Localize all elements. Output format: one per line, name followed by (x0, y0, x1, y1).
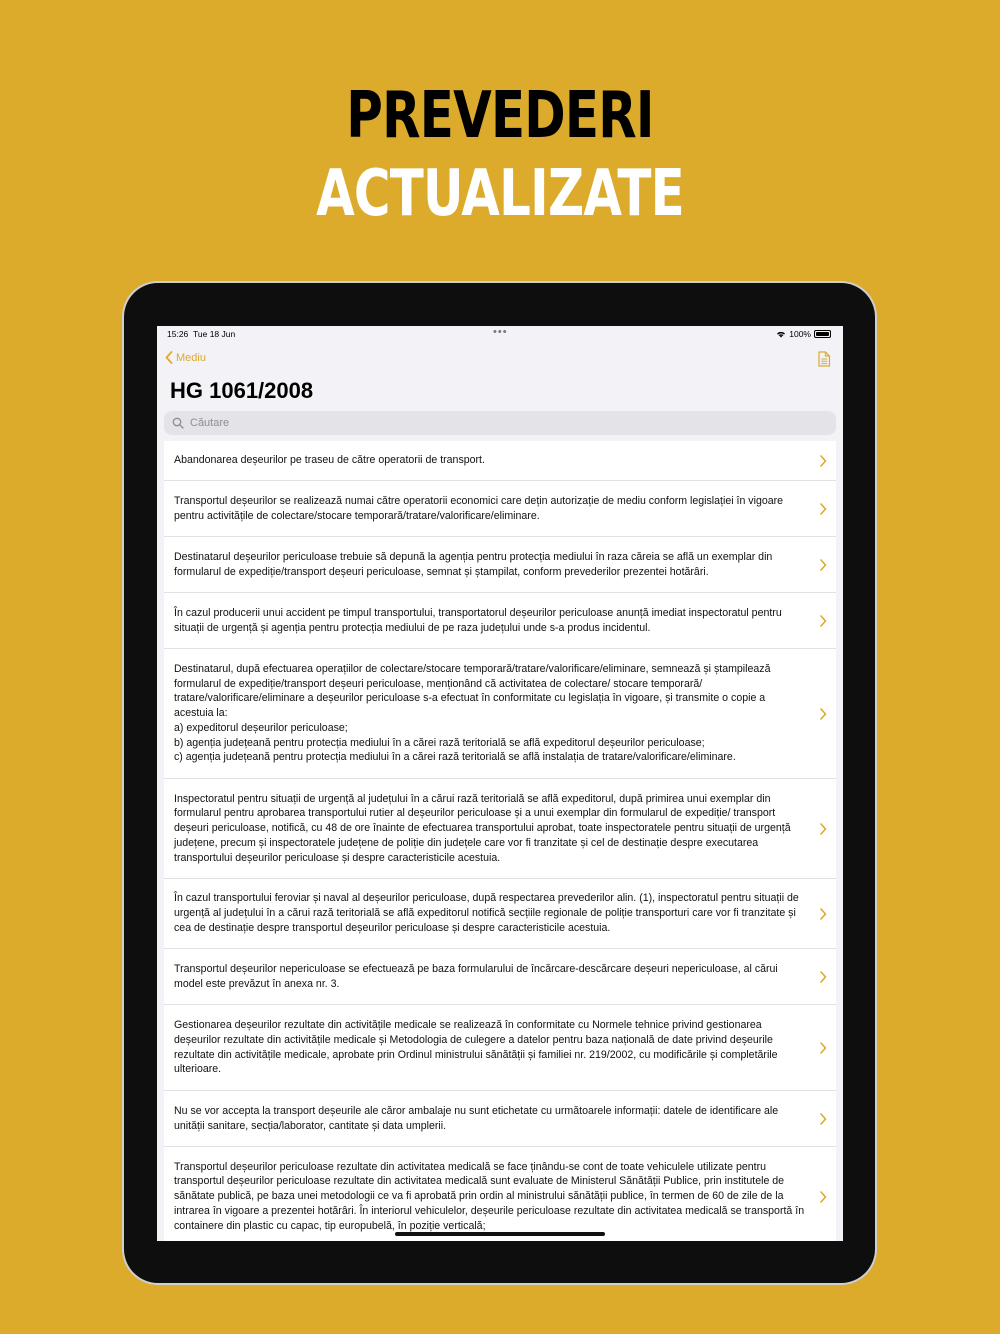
battery-percent: 100% (789, 329, 811, 339)
list-item[interactable] (164, 649, 836, 779)
list-item-text: Inspectoratul pentru situații de urgență al județului în a cărui rază teritorială se află expeditorul, după primirea unui exemplar din formularul pentru aprobarea transportului rutier al deșeurilor periculoase și a unui exemplar din formularul de expediție/ transport deșeuri periculoase, notifică, cu 48 de ore înainte de efectuarea transportului aprobat, toate inspectoratele pentru situații de urgență județene, precum și inspectoratele județene de poliție din județele care vor fi tranzitate și cel de destinație despre executarea transportului deșeurilor periculoase și despre caracteristicile acestuia. (174, 792, 791, 864)
list-item-text: Transportul deșeurilor nepericuloase se efectuează pe baza formularului de încărcare-descărcare deșeuri nepericuloase, al cărui model este prevăzut în anexa nr. 3. (174, 962, 778, 990)
app-screen (157, 326, 843, 1241)
list-item-text: Destinatarul deșeurilor periculoase trebuie să depună la agenția pentru protecția mediului în raza căreia se află un exemplar din formularul de expediție/transport deșeuri periculoase, semnat și ștampilat, conform prevederilor prezentei hotărâri. (174, 550, 773, 578)
chevron-right-icon (818, 822, 828, 836)
status-date: Tue 18 Jun (193, 329, 236, 339)
chevron-right-icon (818, 707, 828, 721)
chevron-right-icon (818, 907, 828, 921)
list-item[interactable] (164, 879, 836, 949)
provisions-list (164, 441, 836, 1241)
chevron-right-icon (818, 970, 828, 984)
list-item[interactable] (164, 1005, 836, 1091)
back-button[interactable] (165, 351, 206, 364)
status-bar (157, 326, 843, 342)
list-item[interactable] (164, 593, 836, 649)
chevron-right-icon (818, 502, 828, 516)
headline-line-1: PREVEDERI (346, 79, 654, 153)
list-item-text: Transportul deșeurilor periculoase rezultate din activitatea medicală se face ținându-se cont de toate vehiculele utilizate pentru transportul deșeurilor periculoase rezultate din activitatea medicală sunt evaluate de Ministerul Sănătății Publice, prin institutele de sănătate publică, pe baza unei metodologii ce va fi aprobată prin ordin al ministrului sănătății publice, în termen de 60 de zile de la intrarea în vigoare a prezentei hotărâri. În interiorul vehiculelor, deșeurile periculoase rezultate din activitatea medicală se transportă în containere din plastic cu capac, tip europubelă, în poziție verticală; (174, 1160, 805, 1232)
list-item-text: Transportul deșeurilor se realizează numai către operatorii economici care dețin autorizație de mediu conform legislației în vigoare pentru activitățile de colectare/stocare temporară/tratare/valorificare/eliminare. (174, 494, 784, 522)
list-item-text: Destinatarul, după efectuarea operațiilor de colectare/stocare temporară/tratare/valorificare/eliminare, semnează și ștampilează formularul de expediție/transport deșeuri periculoase, menționând că activitatea de colectare/ stocare temporară/ tratare/valorificare/eliminare a deșeurilor periculoase s-a efectuat în conformitate cu legislația în vigoare, și transmite o copie a acestuia la: a) expeditorul deșeurilor periculoase; b) agenția județeană pentru protecția mediului în a cărei rază teritorială se află expeditorul deșeurilor periculoase; c) agenția județeană pentru protecția mediului în a cărei rază teritorială se află instalația de tratare/valorificare/eliminare. (174, 662, 771, 764)
list-item-text: În cazul transportului feroviar și naval al deșeurilor periculoase, după respectarea prevederilor alin. (1), inspectoratul pentru situații de urgență al județului în a cărui rază teritorială se află expeditorul notifică secțiile regionale de poliție transporturi care vor fi tranzitate și cea de destinație despre transportul deșeurilor periculoase și despre caracteristicile acestuia. (174, 892, 799, 934)
back-button-label: Mediu (176, 351, 206, 364)
headline-line-2: ACTUALIZATE (316, 157, 684, 231)
search-icon (172, 417, 184, 429)
chevron-right-icon (818, 558, 828, 572)
battery-icon (814, 330, 831, 338)
chevron-right-icon (818, 1041, 828, 1055)
list-item-text: Nu se vor accepta la transport deșeurile ale căror ambalaje nu sunt etichetate cu următoarele informații: datele de identificare ale unității sanitare, secția/laborator, cantitate și data umplerii. (174, 1104, 779, 1132)
multitask-dots[interactable]: ••• (493, 326, 508, 338)
list-item[interactable] (164, 1147, 836, 1241)
chevron-right-icon (818, 454, 828, 468)
document-icon[interactable] (817, 351, 831, 367)
wifi-icon (776, 330, 786, 338)
chevron-right-icon (818, 1190, 828, 1204)
home-indicator[interactable] (395, 1232, 605, 1236)
list-item[interactable] (164, 481, 836, 537)
list-item[interactable] (164, 779, 836, 879)
list-item-text: În cazul producerii unui accident pe timpul transportului, transportatorul deșeurilor periculoase anunță imediat inspectoratul pentru situații de urgență și agenția pentru protecția mediului de pe raza județului unde s-a produs incidentul. (174, 606, 782, 634)
list-item[interactable] (164, 949, 836, 1005)
chevron-left-icon (165, 351, 173, 364)
list-item-text: Gestionarea deșeurilor rezultate din activitățile medicale se realizează în conformitate cu Normele tehnice privind gestionarea deșeurilor rezultate din activitățile medicale și Metodologia de culegere a datelor pentru baza națională de date privind deșeurile rezultate din activitățile medicale, aprobate prin Ordinul ministrului sănătății și familiei nr. 219/2002, cu modificările și completările ulterioare. (174, 1018, 778, 1076)
list-item[interactable] (164, 537, 836, 593)
chevron-right-icon (818, 1112, 828, 1126)
search-bar[interactable] (164, 411, 836, 435)
search-input[interactable] (188, 416, 792, 430)
page-title: HG 1061/2008 (170, 378, 314, 403)
status-time: 15:26 (167, 329, 189, 339)
chevron-right-icon (818, 614, 828, 628)
list-item[interactable] (164, 1091, 836, 1147)
list-item[interactable] (164, 441, 836, 481)
list-item-text: Abandonarea deșeurilor pe traseu de către operatorii de transport. (174, 454, 485, 467)
